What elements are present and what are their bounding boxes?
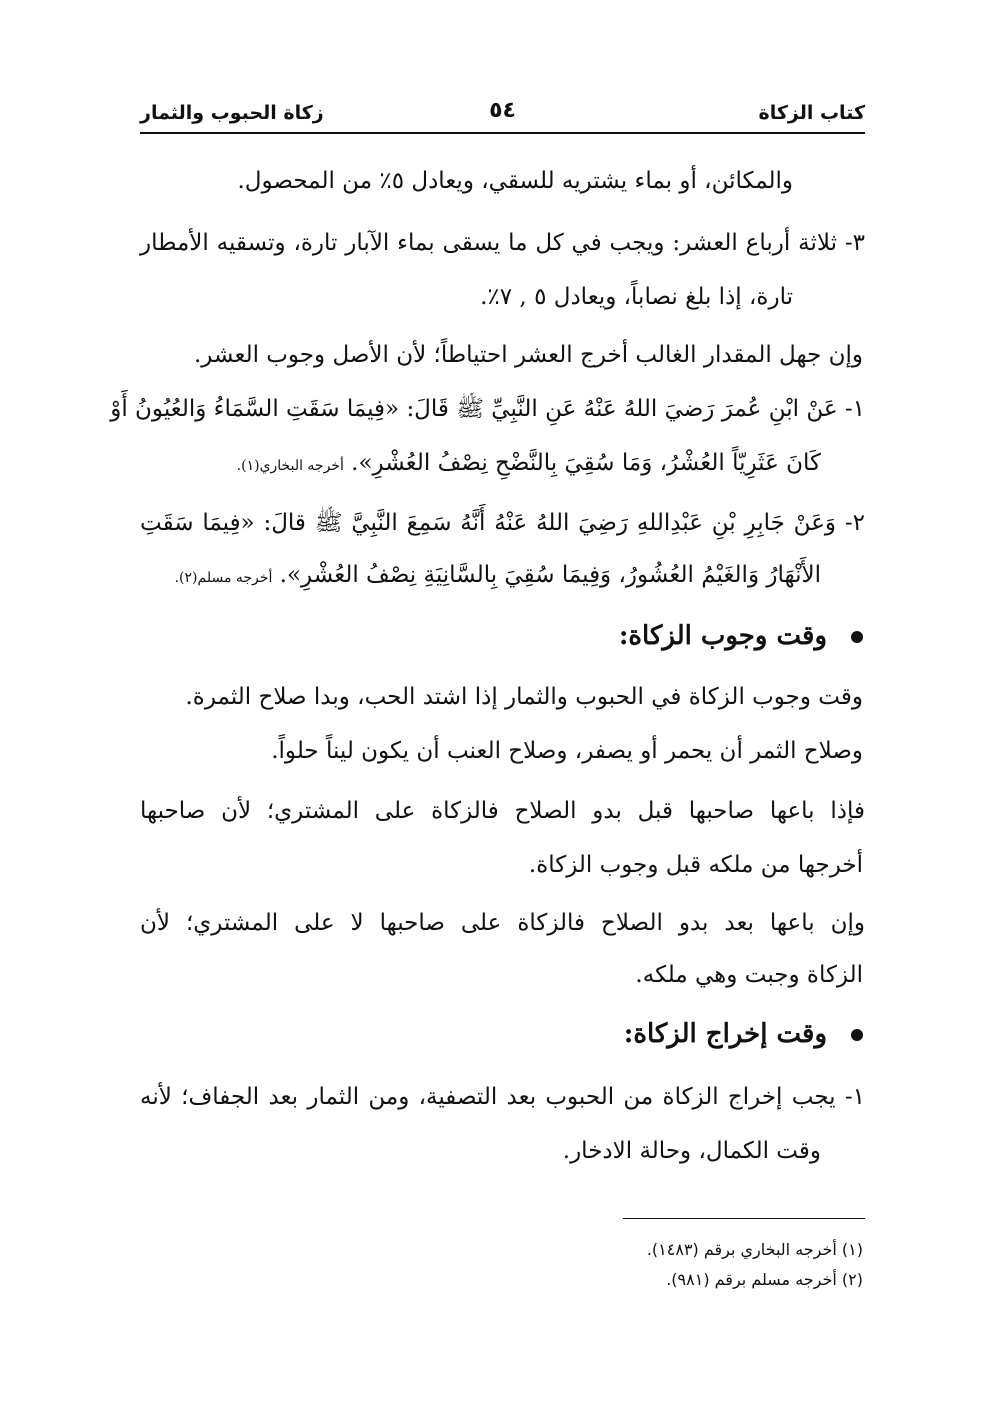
hadith-2-source: أخرجه مسلم(٢).	[174, 570, 273, 586]
text-line-13: وإن باعها بعد بدو الصلاح فالزكاة على صاحبها لا على المشتري؛ لأن	[140, 910, 865, 936]
text-line-10: وصلاح الثمر أن يحمر أو يصفر، وصلاح العنب أن يكون ليناً حلواً.	[271, 738, 863, 764]
text-line-9: وقت وجوب الزكاة في الحبوب والثمار إذا اشتد الحب، وبدا صلاح الثمرة.	[185, 684, 863, 710]
footnote-divider	[623, 1218, 865, 1219]
text-line-1: والمكائن، أو بماء يشتريه للسقي، ويعادل ٥٪ من المحصول.	[237, 168, 793, 194]
text-line-2: ٣- ثلاثة أرباع العشر: ويجب في كل ما يسقى بماء الآبار تارة، وتسقيه الأمطار	[140, 230, 865, 256]
text-line-12: أخرجها من ملكه قبل وجوب الزكاة.	[528, 852, 863, 878]
page-number: ٥٤	[489, 98, 516, 123]
text-line-16: وقت الكمال، وحالة الادخار.	[562, 1138, 821, 1164]
section-heading-1	[619, 618, 863, 654]
book-title: كتاب الزكاة	[758, 102, 865, 124]
hadith-2-text: الأَنْهَارُ وَالغَيْمُ العُشُورُ، وَفِيمَا سُقِيَ بِالسَّانِيَةِ نِصْفُ العُشْرِ».	[279, 562, 821, 588]
text-line-3: تارة، إذا بلغ نصاباً، ويعادل ٥ , ٧٪.	[480, 284, 793, 310]
section-heading-2-text: وقت إخراج الزكاة:	[623, 1019, 827, 1049]
footnote-1: (١) أخرجه البخاري برقم (١٤٨٣).	[646, 1240, 863, 1259]
text-line-14: الزكاة وجبت وهي ملكه.	[635, 962, 863, 988]
hadith-2-line-2	[140, 558, 821, 595]
page-header	[140, 98, 865, 128]
bullet-icon	[851, 631, 863, 643]
footnote-2: (٢) أخرجه مسلم برقم (٩٨١).	[666, 1270, 863, 1289]
bullet-icon	[851, 1029, 863, 1041]
text-line-15: ١- يجب إخراج الزكاة من الحبوب بعد التصفية، ومن الثمار بعد الجفاف؛ لأنه	[140, 1084, 865, 1110]
header-divider	[140, 132, 865, 134]
hadith-1-source: أخرجه البخاري(١).	[236, 458, 344, 474]
hadith-2-line-1: ٢- وَعَنْ جَابِرِ بْنِ عَبْدِاللهِ رَضِيَ اللهُ عَنْهُ أَنَّهُ سَمِعَ النَّبِيَّ ﷺ قالَ: «فِيمَا سَقَتِ	[140, 510, 865, 536]
chapter-title: زكاة الحبوب والثمار	[140, 102, 324, 124]
hadith-1-line-2	[140, 446, 821, 483]
section-heading-2	[624, 1016, 863, 1052]
text-line-11: فإذا باعها صاحبها قبل بدو الصلاح فالزكاة على المشتري؛ لأن صاحبها	[140, 798, 865, 824]
section-heading-1-text: وقت وجوب الزكاة:	[618, 621, 827, 651]
hadith-1-text: كَانَ عَثَرِيّاً العُشْرُ، وَمَا سُقِيَ بِالنَّضْحِ نِصْفُ العُشْرِ».	[351, 450, 821, 476]
text-line-4: وإن جهل المقدار الغالب أخرج العشر احتياطاً؛ لأن الأصل وجوب العشر.	[193, 342, 863, 368]
hadith-1-line-1: ١- عَنْ ابْنِ عُمرَ رَضيَ اللهُ عَنْهُ عَنِ النَّبِيِّ ﷺ قَالَ: «فِيمَا سَقَتِ السَّمَاءُ وَالعُيُونُ أَوْ	[110, 396, 865, 422]
